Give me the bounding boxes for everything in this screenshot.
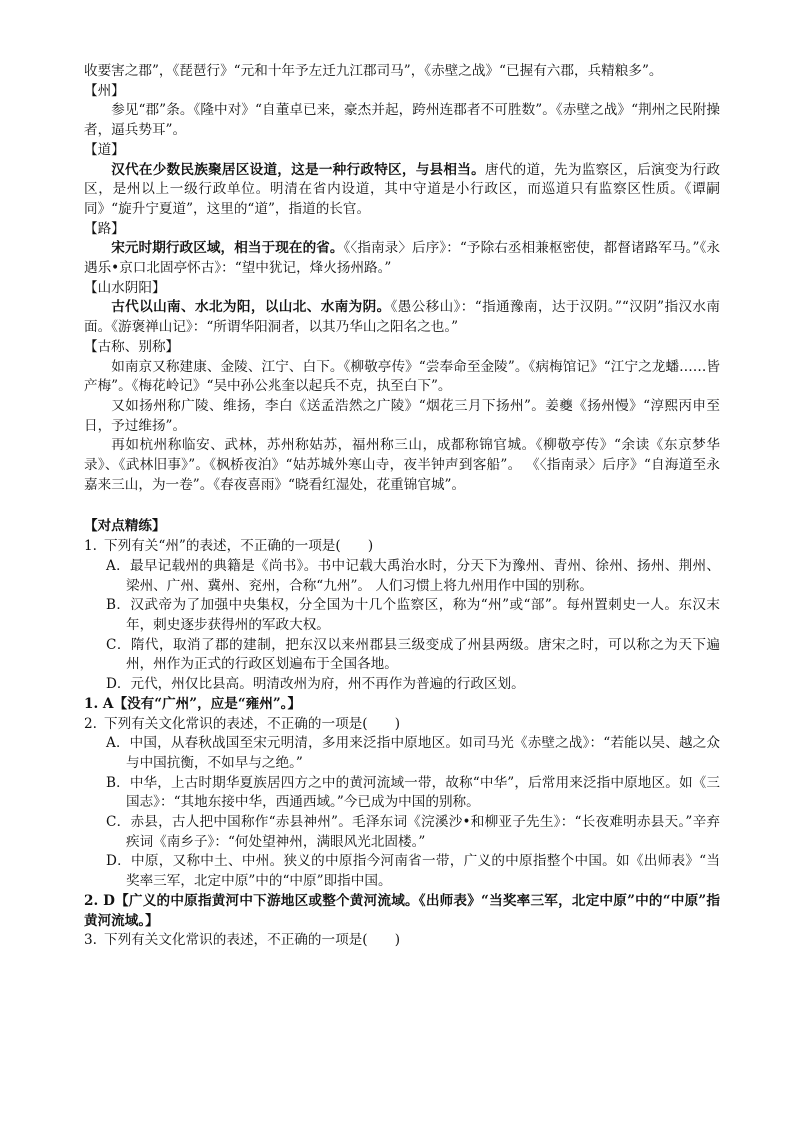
question-2-answer: 2. D【广义的中原指黄河中下游地区或整个黄河流域。《出师表》“当奖率三军，北定中原”中的“中原”指黄河流域。】: [84, 892, 720, 929]
document-page: [84, 62, 720, 951]
question-2-stem: 下列有关文化常识的表述，不正确的一项是( ): [104, 715, 401, 732]
shanshui-heading: 【山水阴阳】: [84, 279, 166, 296]
question-1: [84, 537, 720, 557]
question-1-option-b: B．汉武帝为了加强中央集权，分全国为十几个监察区，称为“州”或“部”。每州置刺史一人。东汉末年，刺史逐步获得州的军政大权。: [106, 597, 720, 633]
dao-paragraph: [84, 161, 720, 220]
question-2-option-d: D．中原，又称中土、中州。狭义的中原指今河南省一带，广义的中原指整个中国。如《出师表》“当奖率三军，北定中原”中的“中原”即指中国。: [106, 853, 720, 890]
question-2: [84, 715, 720, 735]
question-2-option-a: A．中国，从春秋战国至宋元明清，多用来泛指中原地区。如司马光《赤壁之战》：“若能以吴、越之众与中国抗衡，不如早与之绝。”: [106, 735, 720, 771]
question-1-option-d: D．元代，州仅比县高。明清改州为府，州不再作为普遍的行政区划。: [106, 676, 525, 693]
dao-heading: 【道】: [84, 141, 125, 158]
dao-body: 唐代的道，先为监察区，后演变为行政区，是州以上一级行政单位。明清在省内设道，其中守道是小行政区，而巡道只有监察区性质。《谭嗣同》“旋升宁夏道”，这里的“道”，指道的长官。: [84, 161, 721, 217]
practice-heading: 【对点精练】: [84, 518, 166, 535]
question-1-option-c: C．隋代，取消了郡的建制，把东汉以来州郡县三级变成了州县两级。唐宋之时，可以称之为天下遍州，州作为正式的行政区划遍布于全国各地。: [106, 636, 720, 673]
shanshui-paragraph: [84, 298, 720, 337]
question-1-option-a: A．最早记载州的典籍是《尚书》。书中记载大禹治水时，分天下为豫州、青州、徐州、扬州、荆州、梁州、广州、冀州、兖州，合称“九州”。 人们习惯上将九州用作中国的别称。: [106, 557, 720, 594]
guchen-paragraph-3: 再如杭州称临安、武林，苏州称姑苏，福州称三山，成都称锦官城。《柳敬亭传》“余读《东京梦华录》、《武林旧事》”。《枫桥夜泊》“姑苏城外寒山寺，夜半钟声到客船”。 《〈指南录〉后序》“自海道至永嘉来三山，为一卷”。《春夜喜雨》“晓看红湿处，花重锦官城”。: [84, 437, 720, 493]
lu-body: 《〈指南录〉后序》：“予除右丞相兼枢密使，都督诸路军马。”《永遇乐•京口北固亭怀古》：“望中犹记，烽火扬州路。”: [84, 240, 721, 277]
shanshui-definition: 古代以山南、水北为阳，以山北、水南为阴。: [111, 299, 391, 316]
question-1-number: 1.: [84, 538, 97, 555]
shanshui-body: 《愚公移山》：“指通豫南，达于汉阴。”“汉阴”指汉水南面。《游褒禅山记》：“所谓华阳洞者，以其乃华山之阳名之也。”: [84, 299, 720, 336]
lu-heading: 【路】: [84, 220, 125, 237]
zhou-heading: 【州】: [84, 82, 125, 99]
lu-definition: 宋元时期行政区域，相当于现在的省。: [111, 240, 344, 257]
question-1-stem: 下列有关“州”的表述，不正确的一项是( ): [104, 538, 374, 555]
question-3-stem: 下列有关文化常识的表述，不正确的一项是( ): [104, 932, 401, 949]
question-2-option-c: C．赤县，古人把中国称作“赤县神州”。毛泽东词《浣溪沙•和柳亚子先生》：“长夜难明赤县天。”辛弃疾词《南乡子》：“何处望神州，满眼风光北固楼。”: [106, 814, 720, 850]
guchen-heading: 【古称、别称】: [84, 338, 180, 355]
zhou-paragraph: 参见“郡”条。《隆中对》“自董卓已来，豪杰并起，跨州连郡者不可胜数”。《赤壁之战》“荆州之民附操者，逼兵势耳”。: [84, 102, 720, 139]
guchen-paragraph-2: 又如扬州称广陵、维扬，李白《送孟浩然之广陵》“烟花三月下扬州”。姜夔《扬州慢》“淳熙丙申至日，予过维扬”。: [84, 397, 720, 434]
section-spacer: [84, 495, 720, 517]
guchen-paragraph-1: 如南京又称建康、金陵、江宁、白下。《柳敬亭传》“尝奉命至金陵”。《病梅馆记》“江宁之龙蟠……皆产梅”。《梅花岭记》“吴中孙公兆奎以起兵不克，执至白下”。: [84, 358, 720, 395]
question-3: [84, 931, 720, 951]
dao-definition: 汉代在少数民族聚居区设道，这是一种行政特区，与县相当。: [111, 161, 485, 178]
question-2-number: 2.: [84, 715, 97, 732]
question-1-answer: 1. A【没有“广州”，应是“雍州”。】: [84, 695, 302, 712]
continuation-paragraph: 收要害之郡”，《琵琶行》“元和十年予左迁九江郡司马”，《赤壁之战》“已握有六郡，兵精粮多”。: [84, 63, 663, 79]
question-2-option-b: B．中华，上古时期华夏族居四方之中的黄河流域一带，故称“中华”，后常用来泛指中原地区。如《三国志》：“其地东接中华，西通西域。”今已成为中国的别称。: [106, 774, 720, 811]
lu-paragraph: [84, 239, 720, 278]
question-3-number: 3.: [84, 932, 97, 949]
